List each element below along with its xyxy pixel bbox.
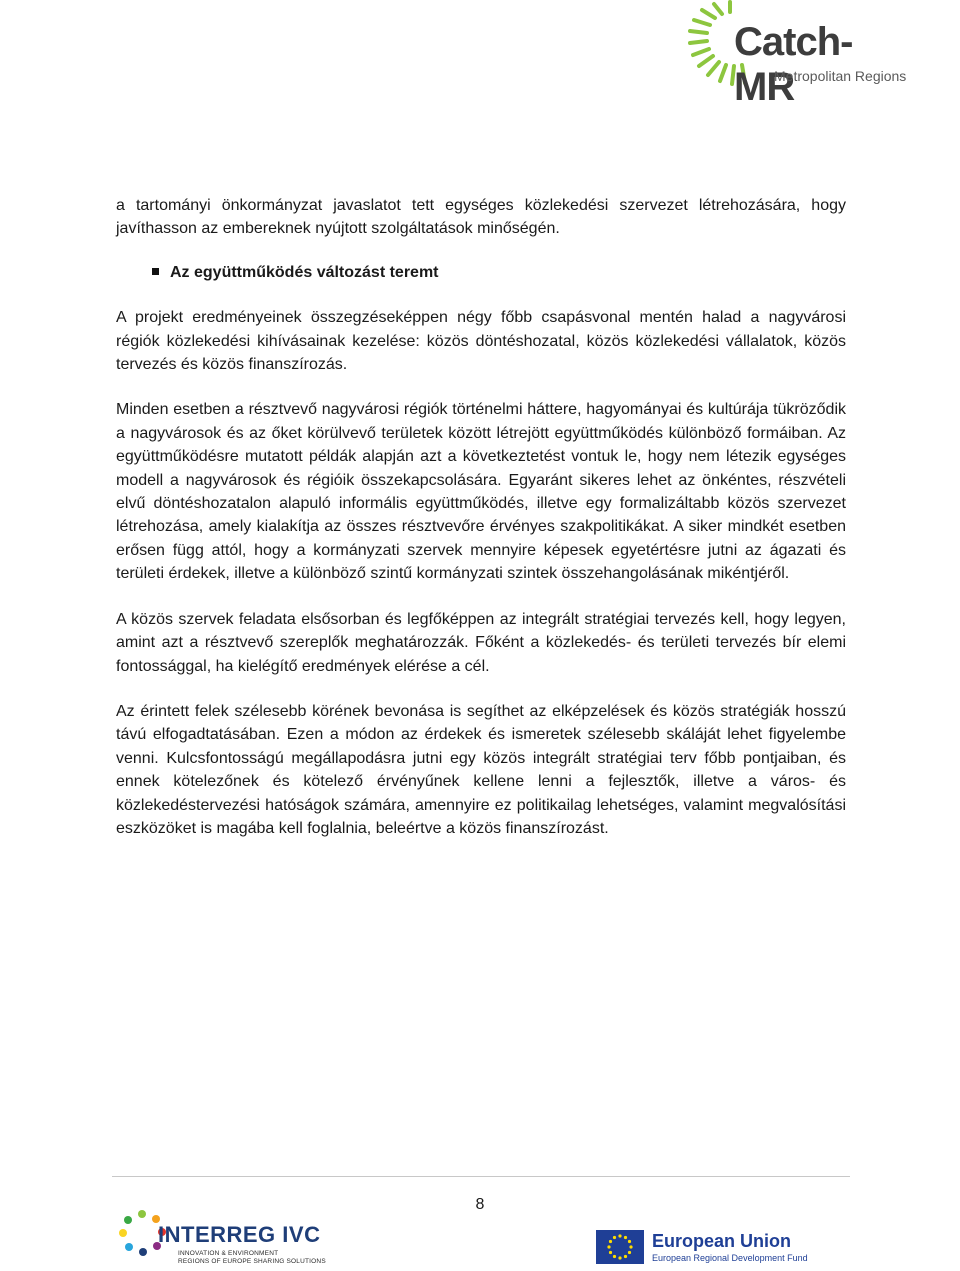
catch-mr-wordmark: Catch-MR	[734, 20, 853, 109]
eu-flag-icon	[596, 1230, 644, 1264]
catch-mr-tagline: Metropolitan Regions	[774, 68, 907, 84]
bullet-heading-text: Az együttműködés változást teremt	[170, 263, 439, 281]
paragraph-2: Minden esetben a résztvevő nagyvárosi régiók történelmi háttere, hagyományai és kultúrája tükröződik a nagyvárosok és az őket körülvevő területek között létrejött együttműködés különböző formáiban. Az együttműködésre mutatott példák alapján azt a következtetést vontuk le, hogy nem létezik egységes modell a nagyvárosok és régióik összekapcsolására. Egyaránt sikeres lehet az önkéntes, részvételi elvű döntéshozatalon alapuló informális együttműködés, illetve egy formalizáltabb közös szervezet létrehozása, amely kialakítja az összes résztvevőre érvényes szakpolitikákat. A siker mindkét esetben erősen függ attól, hogy a kormányzati szervek mennyire képesek egyetértésre jutni az ágazati és területi érdekek, illetve a különböző szintű kormányzati szintek összehangolásának mikéntjéről.	[116, 401, 846, 583]
document-body	[116, 194, 846, 862]
interreg-subtitle-2: REGIONS OF EUROPE SHARING SOLUTIONS	[178, 1258, 326, 1265]
eu-logo	[596, 1228, 856, 1268]
catch-mr-logo	[670, 0, 910, 110]
interreg-subtitle-1: INNOVATION & ENVIRONMENT	[178, 1250, 279, 1257]
page-number: 8	[475, 1196, 485, 1213]
paragraph-1: A projekt eredményeinek összegzéseképpen négy főbb csapásvonal mentén halad a nagyvárosi régiók közlekedési kihívásainak kezelése: közös döntéshozatal, közös közlekedési vállalatok, közös tervezés és közös finanszírozás.	[116, 309, 846, 374]
interreg-logo	[112, 1200, 332, 1270]
paragraph-4: Az érintett felek szélesebb körének bevonása is segíthet az elképzelések és közös stratégiák hosszú távú elfogadtatásában. Ezen a módon az érdekek és ismeretek szélesebb skáláját lehet figyelembe venni. Kulcsfontosságú megállapodásra jutni egy közös integrált stratégiai terv főbb pontjaiban, és ennek kötelezőnek és kötelező érvényűnek kellene lenni a fejlesztők, illetve a város- és közlekedéstervezési hatóságok számára, amennyire ez politikailag lehetséges, valamint megvalósítási eszközöket is magába kell foglalnia, beleértve a közös finanszírozást.	[116, 702, 846, 837]
footer-divider	[112, 1176, 850, 1177]
square-bullet-icon	[152, 268, 159, 275]
intro-paragraph: a tartományi önkormányzat javaslatot tett egységes közlekedési szervezet létrehozására, hogy javíthasson az embereknek nyújtott szolgáltatások minőségén.	[116, 197, 846, 238]
interreg-name: INTERREG IVC	[158, 1222, 321, 1247]
paragraph-3: A közös szervek feladata elsősorban és legfőképpen az integrált stratégiai tervezés kell, hogy legyen, amint azt a résztvevő szereplők meghatározzák. Főként a közlekedés- és területi tervezés bír elemi fontossággal, ha kielégítő eredmények elérése a cél.	[116, 610, 846, 675]
eu-subtitle: European Regional Development Fund	[652, 1253, 808, 1263]
eu-title: European Union	[652, 1231, 791, 1251]
bullet-heading	[116, 261, 846, 284]
